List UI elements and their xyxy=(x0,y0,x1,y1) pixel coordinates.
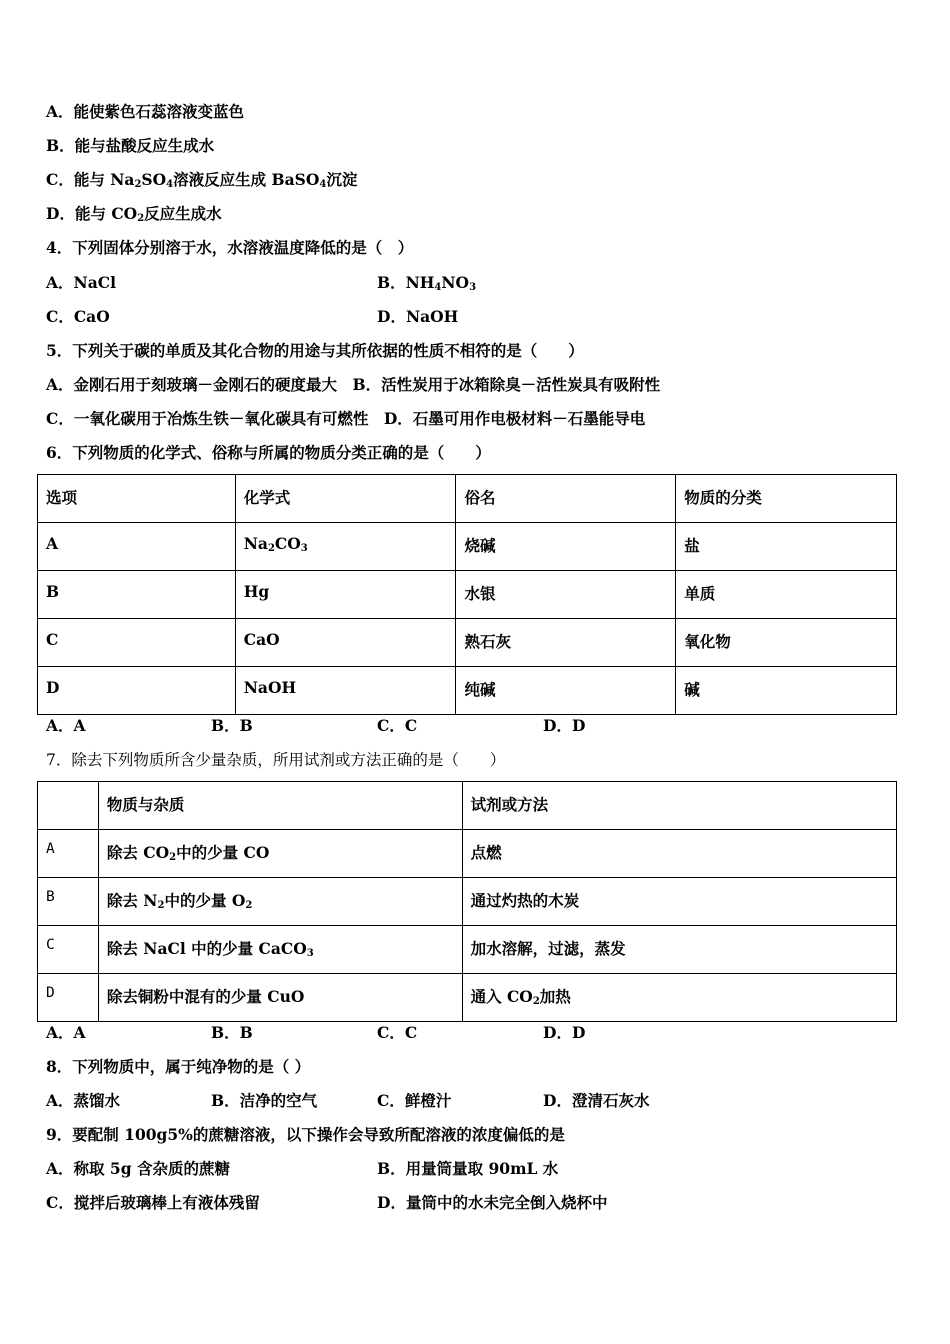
table-cell: C xyxy=(38,926,99,974)
q7-stem: 7．除去下列物质所含少量杂质，所用试剂或方法正确的是（ ） xyxy=(46,751,506,769)
table-cell: 除去 $N_2$中的少量 $O_2$ xyxy=(98,878,462,926)
q5-options-cd: C．一氧化碳用于冶炼生铁－氧化碳具有可燃性 D．石墨可用作电极材料－石墨能导电 xyxy=(46,409,646,428)
table-cell: C xyxy=(38,619,236,667)
q4-option-b: B．$NH_4NO_3$ xyxy=(377,273,477,293)
q9-option-c: C．搅拌后玻璃棒上有液体残留 xyxy=(46,1193,260,1212)
table-cell: 水银 xyxy=(456,571,676,619)
q9-option-b: B．用量筒量取 90mL 水 xyxy=(377,1159,559,1178)
header-cell: 物质与杂质 xyxy=(98,782,462,830)
table-cell: NaOH xyxy=(235,667,456,715)
table-row xyxy=(38,571,897,619)
table-cell: 氧化物 xyxy=(676,619,897,667)
table-cell: 除去 NaCl 中的少量 CaCO$_3$ xyxy=(98,926,462,974)
table-cell: 通入 $CO_2$加热 xyxy=(462,974,896,1022)
q7-table xyxy=(37,781,897,1022)
q9-option-a: A．称取 5g 含杂质的蔗糖 xyxy=(46,1159,230,1178)
table-row xyxy=(38,523,897,571)
table-row xyxy=(38,667,897,715)
table-cell: 单质 xyxy=(676,571,897,619)
q3-option-a: A．能使紫色石蕊溶液变蓝色 xyxy=(46,102,245,121)
q4-option-a: A．NaCl xyxy=(46,273,116,292)
table-cell: 盐 xyxy=(676,523,897,571)
q9-stem: 9．要配制 100g5%的蔗糖溶液，以下操作会导致所配溶液的浓度偏低的是 xyxy=(46,1125,565,1144)
table-row xyxy=(38,830,897,878)
table-cell: A xyxy=(38,830,99,878)
q6-table xyxy=(37,474,897,715)
q8-option-a: A．蒸馏水 xyxy=(46,1091,121,1110)
header-cell: 选项 xyxy=(38,475,236,523)
table-cell: 除去铜粉中混有的少量 CuO xyxy=(98,974,462,1022)
q6-stem: 6．下列物质的化学式、俗称与所属的物质分类正确的是（ ） xyxy=(46,443,491,462)
q4-stem: 4．下列固体分别溶于水，水溶液温度降低的是（ ） xyxy=(46,238,414,257)
q8-option-b: B．洁净的空气 xyxy=(211,1091,318,1110)
q5-options-ab: A．金刚石用于刻玻璃－金刚石的硬度最大 B．活性炭用于冰箱除臭－活性炭具有吸附性 xyxy=(46,375,661,394)
table-cell: D xyxy=(38,667,236,715)
q8-option-c: C．鲜橙汁 xyxy=(377,1091,452,1110)
q7-answer-d: D．D xyxy=(543,1023,586,1042)
q7-answer-c: C．C xyxy=(377,1023,418,1042)
table-cell: 点燃 xyxy=(462,830,896,878)
q8-stem: 8．下列物质中，属于纯净物的是（ ） xyxy=(46,1057,311,1076)
table-cell: 碱 xyxy=(676,667,897,715)
header-cell: 物质的分类 xyxy=(676,475,897,523)
table-row xyxy=(38,926,897,974)
q4-option-c: C．CaO xyxy=(46,307,110,326)
table-cell: CaO xyxy=(235,619,456,667)
q7-answer-a: A．A xyxy=(46,1023,86,1042)
table-cell: B xyxy=(38,878,99,926)
table-row xyxy=(38,878,897,926)
table-cell: B xyxy=(38,571,236,619)
table-cell: Hg xyxy=(235,571,456,619)
header-cell: 化学式 xyxy=(235,475,456,523)
header-cell: 俗名 xyxy=(456,475,676,523)
table-cell: 烧碱 xyxy=(456,523,676,571)
q6-answer-b: B．B xyxy=(211,716,253,735)
q3-option-d: D．能与 $CO_2$反应生成水 xyxy=(46,204,222,224)
table-cell: $Na_2CO_3$ xyxy=(235,523,456,571)
q3-option-b: B．能与盐酸反应生成水 xyxy=(46,136,215,155)
q6-answer-a: A．A xyxy=(46,716,86,735)
q4-options-row1 xyxy=(46,273,116,293)
q6-answer-c: C．C xyxy=(377,716,418,735)
q5-stem: 5．下列关于碳的单质及其化合物的用途与其所依据的性质不相符的是（ ） xyxy=(46,341,584,360)
q3-option-c: C．能与 $Na_2SO_4$溶液反应生成 BaSO$_4$沉淀 xyxy=(46,170,358,190)
header-cell: 试剂或方法 xyxy=(462,782,896,830)
q8-option-d: D．澄清石灰水 xyxy=(543,1091,650,1110)
table-cell: 除去 $CO_2$中的少量 CO xyxy=(98,830,462,878)
table-header-row xyxy=(38,475,897,523)
table-cell: A xyxy=(38,523,236,571)
q4-option-d: D．NaOH xyxy=(377,307,459,326)
header-cell xyxy=(38,782,99,830)
table-cell: 通过灼热的木炭 xyxy=(462,878,896,926)
table-cell: D xyxy=(38,974,99,1022)
q9-option-d: D．量筒中的水未完全倒入烧杯中 xyxy=(377,1193,608,1212)
table-row xyxy=(38,619,897,667)
table-row xyxy=(38,974,897,1022)
table-cell: 纯碱 xyxy=(456,667,676,715)
table-header-row xyxy=(38,782,897,830)
table-cell: 加水溶解，过滤，蒸发 xyxy=(462,926,896,974)
q7-answer-b: B．B xyxy=(211,1023,253,1042)
q6-answer-d: D．D xyxy=(543,716,586,735)
table-cell: 熟石灰 xyxy=(456,619,676,667)
